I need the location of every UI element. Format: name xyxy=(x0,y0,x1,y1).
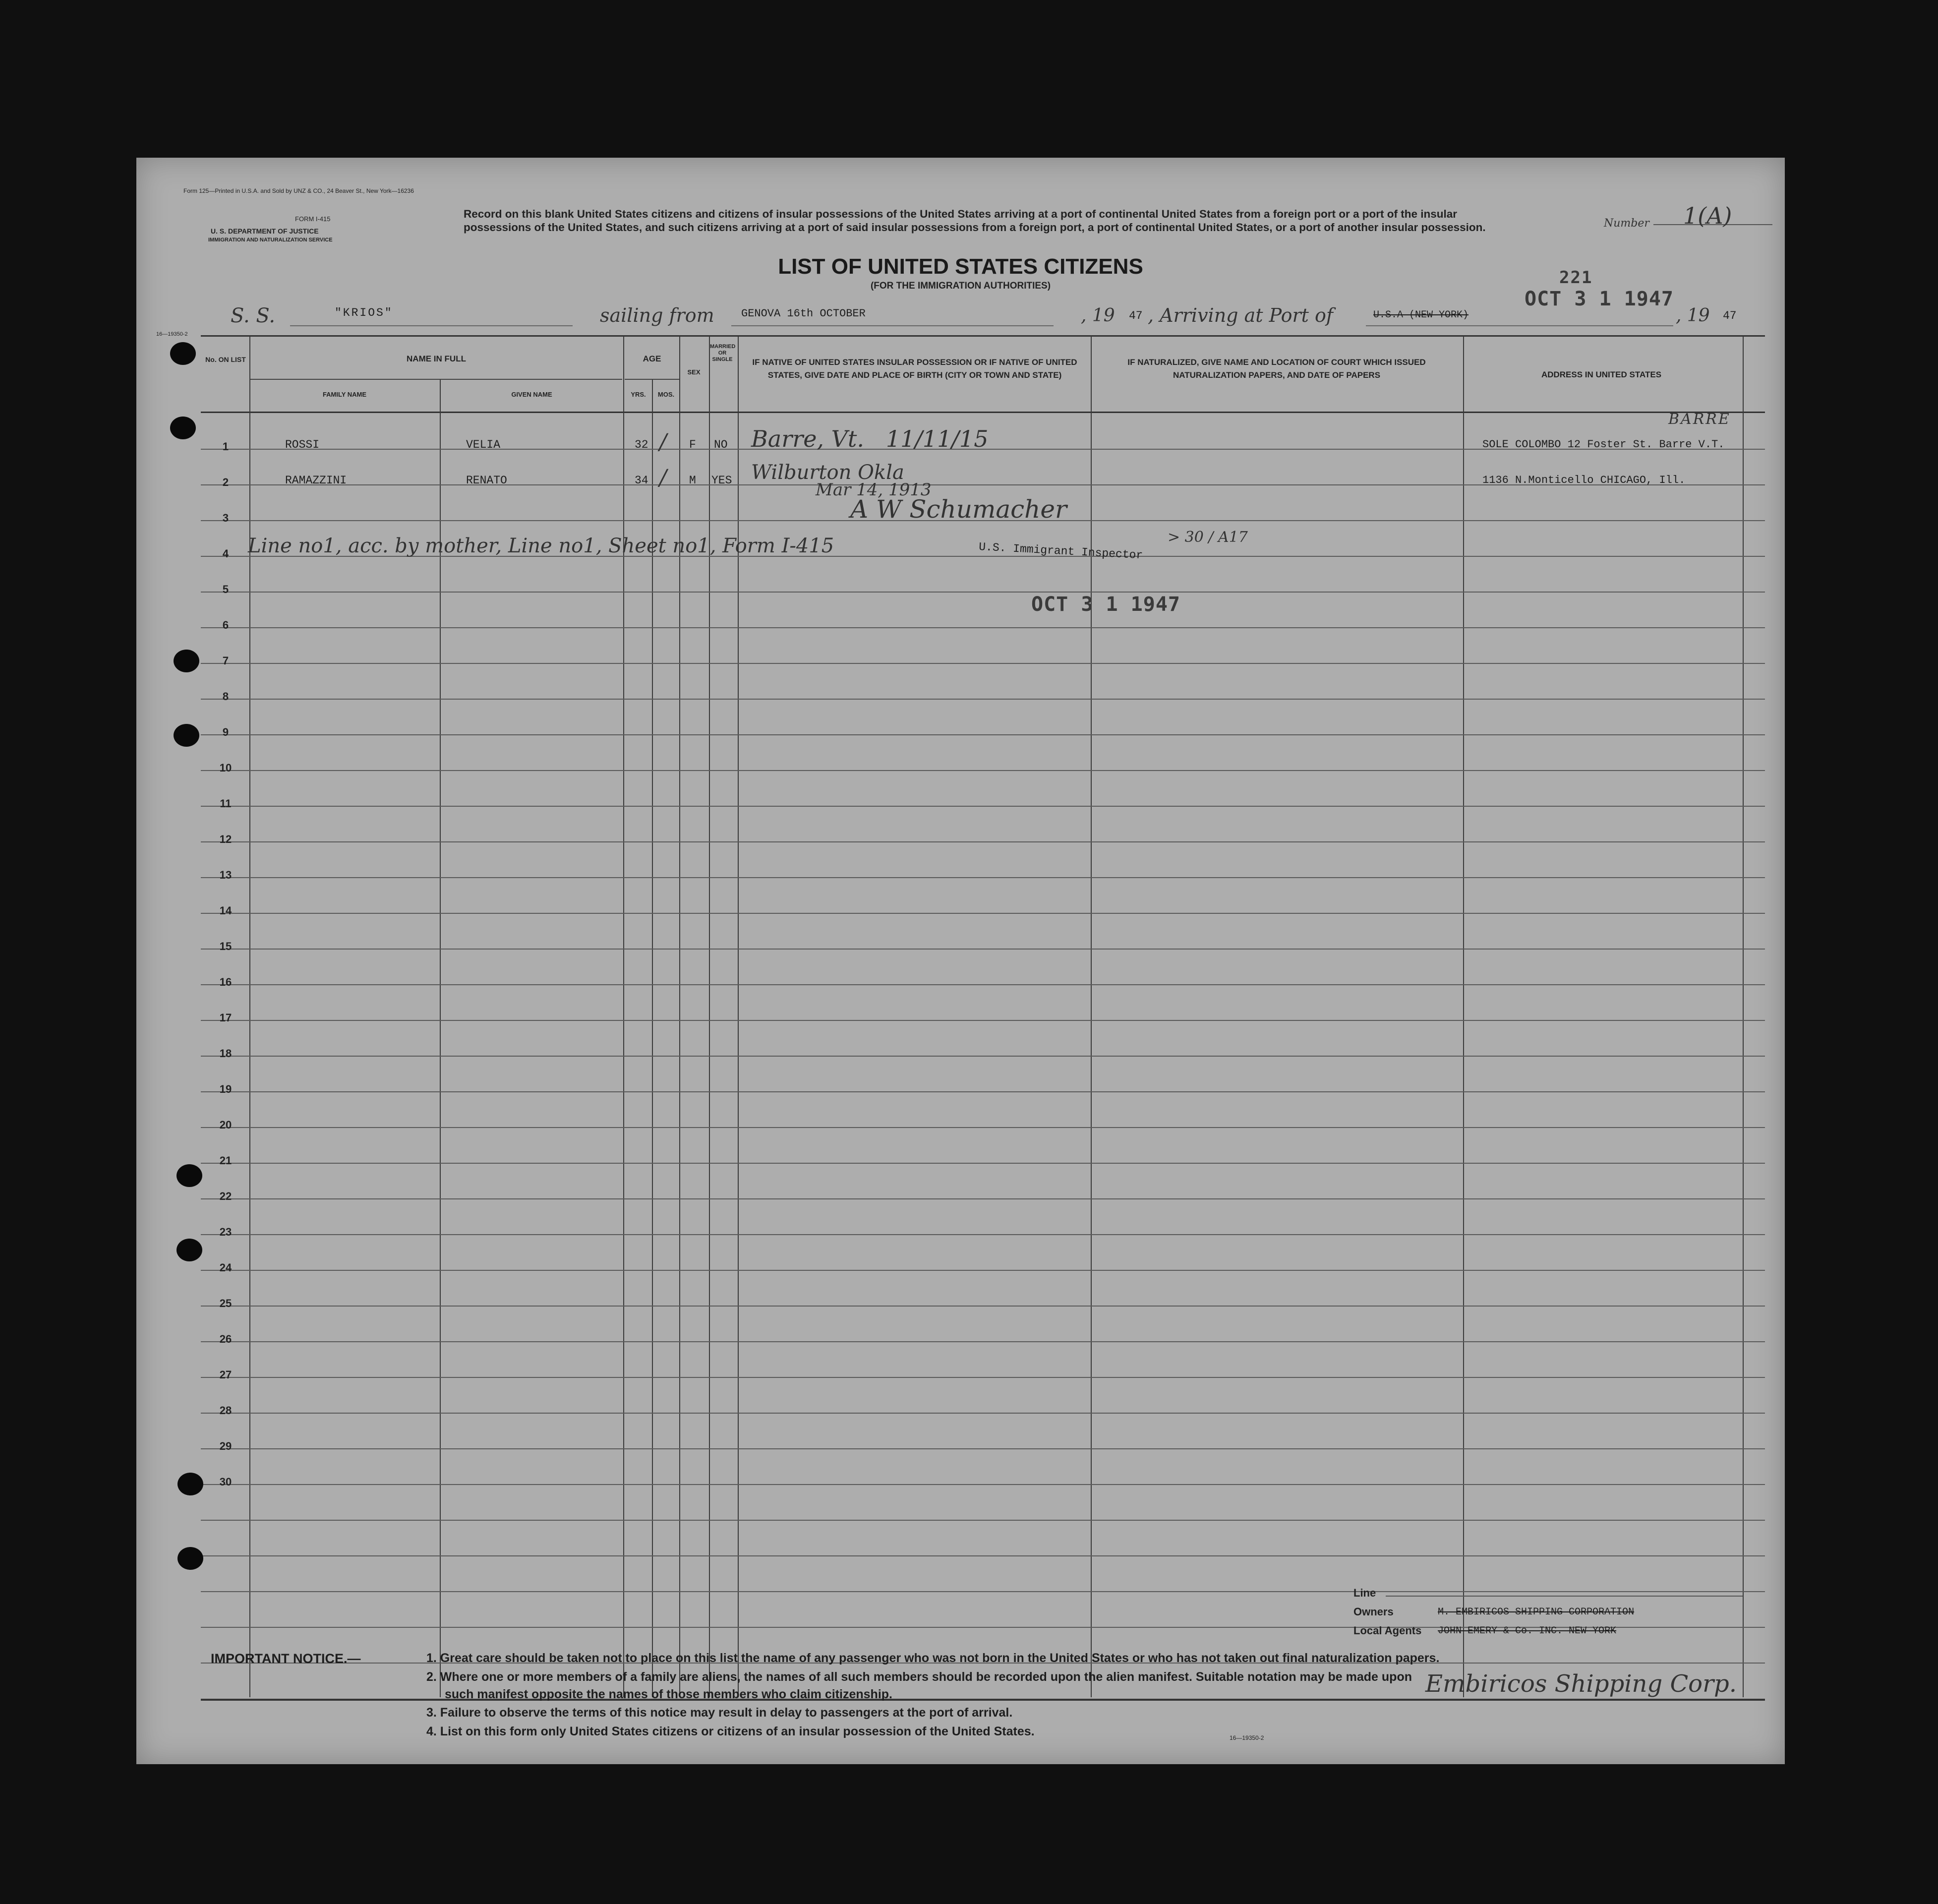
row-line xyxy=(201,1056,1765,1057)
row-line xyxy=(201,949,1765,950)
row-1-family-name: ROSSI xyxy=(285,438,320,451)
row-number: 27 xyxy=(219,1368,232,1381)
header-mos: MOS. xyxy=(657,391,675,398)
header-married: MARRIED OR SINGLE xyxy=(710,344,736,362)
row-line xyxy=(201,1091,1765,1092)
notice-2a: 2. Where one or more members of a family are aliens, the names of all such members should be recorded upon the alien manifest. Suitable notation may be made upon xyxy=(426,1670,1412,1684)
arrival-date-stamp: OCT 3 1 1947 xyxy=(1525,288,1674,310)
row-1-age-years: 32 xyxy=(635,438,648,451)
row-2-family-name: RAMAZZINI xyxy=(285,474,347,487)
row-2-given-name: RENATO xyxy=(466,474,507,487)
row-2-birth-place: Wilburton Okla xyxy=(751,461,904,484)
row-line xyxy=(201,1234,1765,1235)
header-naturalized: IF NATURALIZED, GIVE NAME AND LOCATION OF COURT WHICH ISSUED NATURALIZATION PAPERS, AND DATE OF PAPERS xyxy=(1127,357,1426,380)
row-line xyxy=(201,806,1765,807)
row-line xyxy=(201,663,1765,664)
col-divider xyxy=(652,380,653,1697)
ship-name: "KRIOS" xyxy=(335,306,393,319)
inspector-mark: > 30 / A17 xyxy=(1168,529,1248,546)
port-value: U.S.A (NEW YORK) xyxy=(1373,309,1469,321)
row-number: 6 xyxy=(222,619,229,631)
row-number: 8 xyxy=(222,690,229,703)
punch-hole xyxy=(174,724,199,747)
row-number: 22 xyxy=(219,1190,232,1202)
inspector-title: U.S. Immigrant Inspector xyxy=(978,540,1143,562)
row-line xyxy=(201,770,1765,771)
punch-hole xyxy=(177,1473,203,1495)
row-number: 23 xyxy=(219,1226,232,1238)
row-number: 7 xyxy=(222,654,229,667)
row-number: 16 xyxy=(219,976,232,988)
notice-title: IMPORTANT NOTICE.— xyxy=(211,1651,361,1666)
agency-line-1: U. S. DEPARTMENT OF JUSTICE xyxy=(211,227,319,235)
notice-4: 4. List on this form only United States citizens or citizens of an insular possession of the United States. xyxy=(426,1725,1035,1738)
page-title: LIST OF UNITED STATES CITIZENS xyxy=(778,254,1143,279)
year-2: 47 xyxy=(1723,309,1737,322)
row-line xyxy=(201,1448,1765,1449)
owners-label: Owners xyxy=(1353,1606,1394,1618)
year-prefix-1: , 19 xyxy=(1081,305,1115,326)
row-line xyxy=(201,1198,1765,1199)
punch-hole xyxy=(174,650,199,672)
row-line xyxy=(201,734,1765,735)
header-birth: IF NATIVE OF UNITED STATES INSULAR POSSESSION OR IF NATIVE OF UNITED STATES, GIVE DATE AND PLACE OF BIRTH (CITY OR TOWN AND STATE) xyxy=(752,357,1077,380)
sailing-value: GENOVA 16th OCTOBER xyxy=(741,307,866,320)
sailing-label: sailing from xyxy=(600,304,714,326)
row-line xyxy=(201,1127,1765,1128)
line-underline xyxy=(1386,1596,1743,1597)
row-number: 5 xyxy=(222,583,229,595)
row-2-birth-date: Mar 14, 1913 xyxy=(816,480,932,500)
line-label: Line xyxy=(1353,1587,1376,1599)
row-number: 12 xyxy=(219,833,232,845)
form-code-left: 16—19350-2 xyxy=(156,331,188,337)
row-2-address: 1136 N.Monticello CHICAGO, Ill. xyxy=(1482,474,1686,486)
row-line xyxy=(201,1270,1765,1271)
date-stamp: OCT 3 1 1947 xyxy=(1031,593,1180,616)
row-line xyxy=(201,1591,1765,1592)
punch-hole xyxy=(176,1239,202,1261)
table-bottom-border xyxy=(201,1699,1765,1701)
table-header-bottom xyxy=(201,412,1765,413)
row-line xyxy=(201,627,1765,628)
row-1-married: NO xyxy=(714,438,728,451)
footer-code: 16—19350-2 xyxy=(1230,1734,1264,1741)
row-line xyxy=(201,1163,1765,1164)
row-line xyxy=(201,1555,1765,1556)
row-2-sex: M xyxy=(689,474,696,487)
row-line xyxy=(201,699,1765,700)
row-number: 30 xyxy=(219,1476,232,1488)
row-line xyxy=(201,1377,1765,1378)
header-family-name: FAMILY NAME xyxy=(322,391,367,398)
punch-hole xyxy=(170,416,196,439)
row-line xyxy=(201,1520,1765,1521)
row-line xyxy=(201,1484,1765,1485)
port-underline xyxy=(1366,325,1673,326)
header-given-name: GIVEN NAME xyxy=(511,391,552,398)
row-1-given-name: VELIA xyxy=(466,438,501,451)
form-instructions: Record on this blank United States citizens and citizens of insular possessions of the United States arriving at a port of continental United States from a foreign port or a port of the insular possessions of the United States, and such citizens arriving at a port of said insular possessions from a foreign port, a port of continental United States, or a port of another insular possession. xyxy=(464,208,1486,234)
row-line xyxy=(201,1341,1765,1342)
row-1-address: SOLE COLOMBO 12 Foster St. Barre V.T. xyxy=(1482,438,1725,451)
header-address: ADDRESS IN UNITED STATES xyxy=(1541,370,1662,379)
punch-hole xyxy=(177,1547,203,1570)
col-divider xyxy=(1091,336,1092,1697)
row-number: 20 xyxy=(219,1119,232,1131)
stamp-number: 221 xyxy=(1559,268,1593,288)
row-1-sex: F xyxy=(689,438,696,451)
header-no-on-list: No. ON LIST xyxy=(205,356,246,363)
address-correction: BARRE xyxy=(1668,411,1731,428)
header-yrs: YRS. xyxy=(631,391,646,398)
ship-underline xyxy=(290,325,573,326)
row-number: 9 xyxy=(222,726,229,738)
row-number: 18 xyxy=(219,1047,232,1060)
row-line xyxy=(201,1020,1765,1021)
col-divider xyxy=(1463,336,1464,1697)
notice-1: 1. Great care should be taken not to place on this list the name of any passenger who was not born in the United States or who has not taken out final naturalization papers. xyxy=(426,1651,1440,1665)
row-number: 15 xyxy=(219,940,232,952)
row-1-age-months: / xyxy=(659,429,667,455)
sailing-underline xyxy=(731,325,1054,326)
row-number: 1 xyxy=(222,440,229,453)
number-label: Number xyxy=(1604,217,1649,230)
row-number: 11 xyxy=(220,797,232,810)
row-1-birth: Barre, Vt. 11/11/15 xyxy=(751,425,989,452)
row-line xyxy=(201,984,1765,985)
agency-line-2: IMMIGRATION AND NATURALIZATION SERVICE xyxy=(208,237,333,243)
row-number: 17 xyxy=(219,1012,232,1024)
ss-label: S. S. xyxy=(231,304,276,327)
col-divider xyxy=(1743,336,1744,1697)
header-age: AGE xyxy=(643,354,661,363)
row-number: 2 xyxy=(222,476,229,488)
row-number: 28 xyxy=(219,1404,232,1417)
table-top-border xyxy=(201,335,1765,337)
shipping-signature: Embiricos Shipping Corp. xyxy=(1425,1670,1737,1698)
name-subheader-line xyxy=(250,379,622,380)
agents-label: Local Agents xyxy=(1353,1624,1422,1637)
row-2-age-months: / xyxy=(659,465,667,490)
row-2-married: YES xyxy=(711,474,732,487)
row-number: 10 xyxy=(219,762,232,774)
col-divider xyxy=(440,380,441,1697)
form-id: FORM I-415 xyxy=(295,215,331,223)
row-2-age-years: 34 xyxy=(635,474,648,487)
row-number: 25 xyxy=(219,1297,232,1309)
row-line xyxy=(201,841,1765,842)
row-number: 4 xyxy=(222,547,229,560)
year-1: 47 xyxy=(1129,309,1143,322)
header-sex: SEX xyxy=(687,368,701,376)
punch-hole xyxy=(170,342,196,365)
manifest-sheet xyxy=(136,158,1785,1764)
year-prefix-2: , 19 xyxy=(1676,305,1710,326)
row-number: 21 xyxy=(219,1154,232,1167)
line-4-note: Line no1, acc. by mother, Line no1, Sheet no1, Form I-415 xyxy=(248,535,834,557)
row-line xyxy=(201,913,1765,914)
arriving-label: , Arriving at Port of xyxy=(1148,304,1333,326)
notice-2b: such manifest opposite the names of those members who claim citizenship. xyxy=(445,1687,892,1701)
row-line xyxy=(201,1306,1765,1307)
row-number: 3 xyxy=(222,512,229,524)
row-number: 24 xyxy=(219,1261,232,1274)
row-number: 14 xyxy=(219,904,232,917)
row-line xyxy=(201,877,1765,878)
row-line xyxy=(201,1413,1765,1414)
header-name-in-full: NAME IN FULL xyxy=(407,354,466,363)
row-number: 19 xyxy=(219,1083,232,1095)
notice-3: 3. Failure to observe the terms of this notice may result in delay to passengers at the port of arrival. xyxy=(426,1706,1013,1720)
row-number: 26 xyxy=(219,1333,232,1345)
printer-line: Form 125—Printed in U.S.A. and Sold by UNZ & CO., 24 Beaver St., New York—16236 xyxy=(183,187,414,194)
inspector-signature: A W Schumacher xyxy=(850,495,1067,524)
row-number: 13 xyxy=(219,869,232,881)
owners-value: M. EMBIRICOS SHIPPING CORPORATION xyxy=(1438,1606,1635,1618)
page-subtitle: (FOR THE IMMIGRATION AUTHORITIES) xyxy=(870,281,1051,291)
row-number: 29 xyxy=(219,1440,232,1452)
row-line xyxy=(201,592,1765,593)
agents-value: JOHN EMERY & Co. INC. NEW YORK xyxy=(1438,1625,1617,1637)
number-value: 1(A) xyxy=(1683,202,1732,229)
punch-hole xyxy=(176,1164,202,1187)
